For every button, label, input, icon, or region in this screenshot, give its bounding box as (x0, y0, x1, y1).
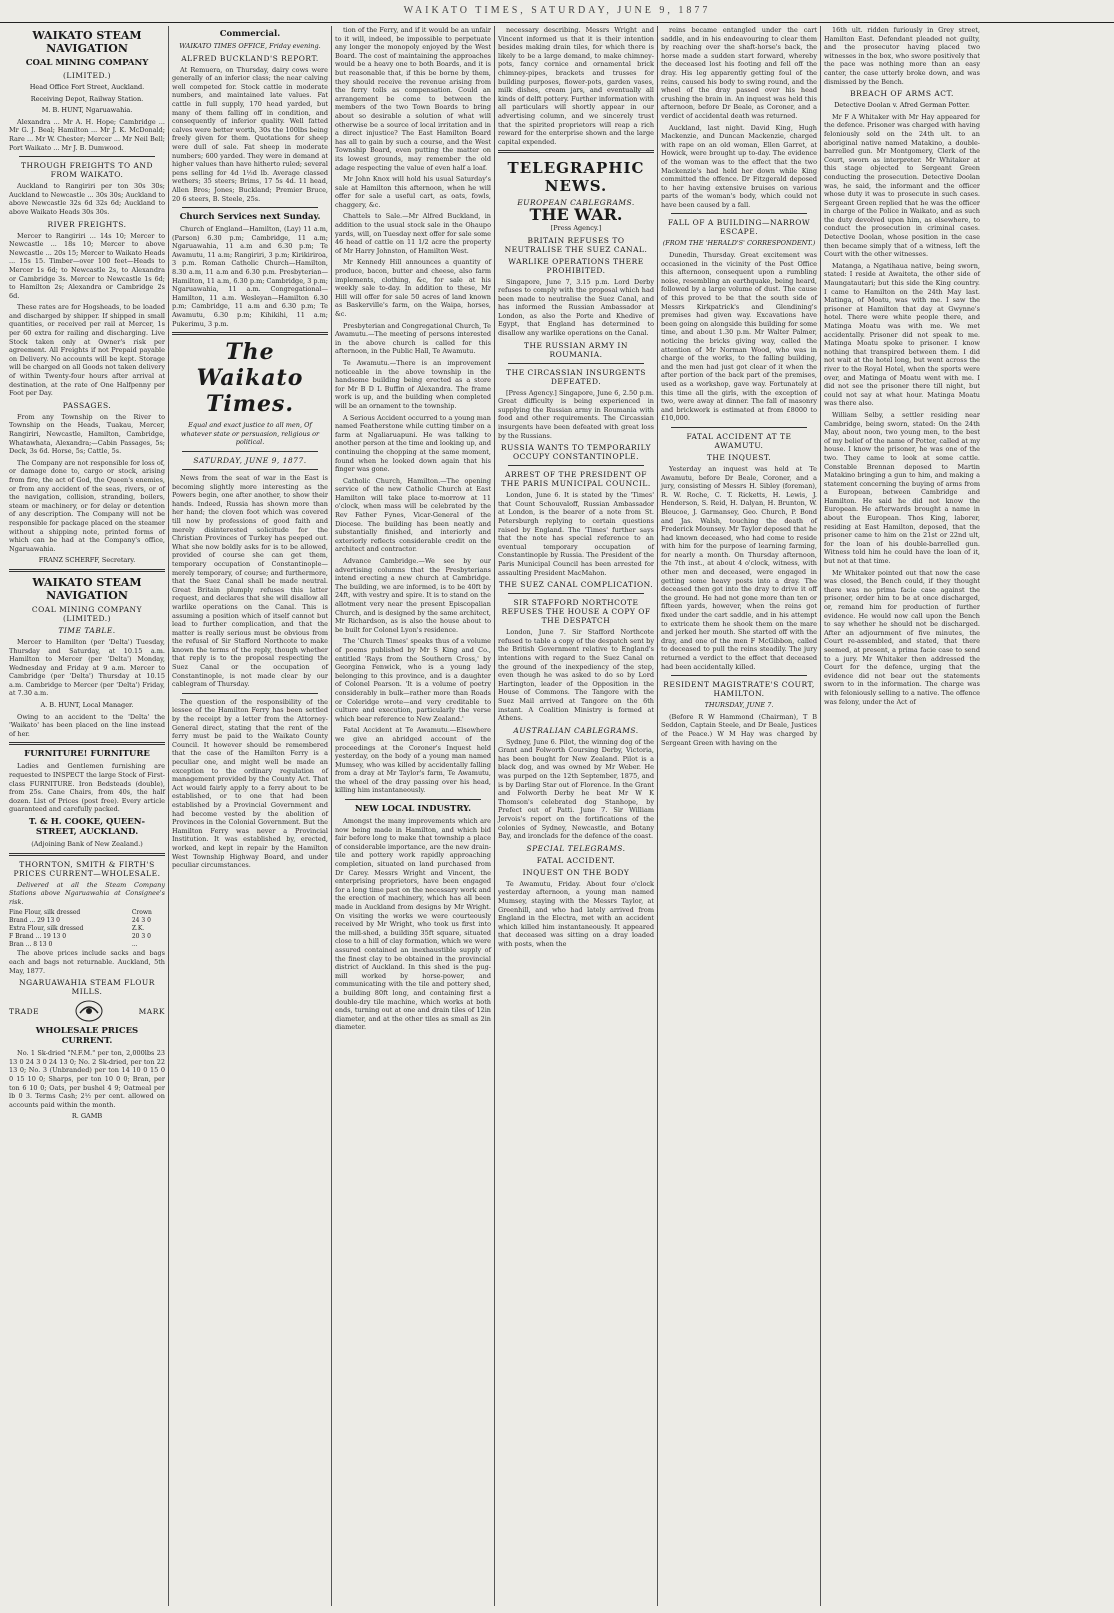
church-heading: Church Services next Sunday. (179, 212, 321, 223)
local-buckland: Chattels to Sale.—Mr Alfred Buckland, in addition to the usual stock sale in the Ohaupo yards, will, on Tuesday next offer for sale some 46 head of cattle on 11 1/2 acre the property of Mr Harry Johnston, of Hamilton West. (335, 212, 491, 255)
newspaper-motto: Equal and exact justice to all men, Of whatever state or persuasion, religious or political. (180, 421, 320, 447)
circassian-text: [Press Agency.] Singapore, June 6, 2.50 p.m. Great difficulty is being experienced in supplying the Russian army in Roumania with food and other requirements. The Circassian insurgents have been defeated with great loss by the Russians. (498, 388, 654, 440)
court-cont: 16th ult. ridden furiously in Grey street, Hamilton East. Defendant pleaded not guilty, and the prosecutor having placed two witnesses in the box, who swore positively that the pace was nothing more than an easy canter, the case utterly broke down, and was dismissed by the Bench. (824, 26, 980, 86)
fatal-accident-heading: FATAL ACCIDENT. (536, 855, 616, 865)
ad-limited: (LIMITED.) (62, 71, 112, 80)
ad-cooke: T. & H. COOKE, QUEEN-STREET, AUCKLAND. (28, 817, 146, 837)
circassian-heading: THE CIRCASSIAN INSURGENTS DEFEATED. (506, 367, 646, 386)
ad-delta-notice: Owing to an accident to the 'Delta' the 'Waikato' has been placed on the line instead of her. (9, 712, 165, 738)
ad-river-rates: Mercer to Rangiriri ... 14s 10; Mercer to Newcastle ... 18s 10; Mercer to above Newcastle ... 20s 15; Mercer to Waikato Heads ... 15s 15. Timber—over 100 feet—Heads to Mercer 1s 6d; to Newcastle 2s, to Alexandra or Cambridge 3s. Mercer to Newcastle 1s 6d; to Hamilton 2s; Alexandra or Cambridge 2s 6d. (9, 231, 165, 300)
ad-flour-table: Fine Flour, silk dressed Crown Brand ... 29 13 0 24 3 0 Extra Flour, silk dressed Z.K. F Brand ... 19 13 0 20 3 0 Bran ... 8 13 0 ... (9, 909, 152, 949)
ad-heading-coal-mining: COAL MINING COMPANY (25, 58, 149, 68)
court-ending: Mr Whitaker pointed out that now the case was closed, the Bench could, if they thought there was no prima facie case against the prisoner, order him to be at once discharged, or, remand him for production of further evidence. He would now call upon the Bench to say whether he should not be discharged. After an adjournment of five minutes, the Court re-assembled, and stated, that there seemed, at present, a prima facie case to send to a jury. Mr Whitaker then addressed the Court for the defence, urging that the evidence did not bear out the statements sworn to in the information. The charge was with feloniously selling to a native. The offence was felony, under the Act of (824, 568, 980, 706)
commercial-heading: Commercial. (219, 29, 281, 39)
australian-text: Sydney, June 6. Pilot, the winning dog of the Grant and Folworth Coursing Derby, Victoria, has been bought for New Zealand. Pilot is a black dog, and was owned by Mr Weber. He was purped on the 12th September, 1875, and is by Darling Star out of Florence. In the Grant and Folworth Derby he beat Mr W K Thomson's celebrated dog Stanhope, by Prefect out of Patti. June 7. Sir William Jervois's report on the fortifications of the colonies of Sydney, Newcastle, and Botany Bay, and ironclads for the defence of the coast. (498, 737, 654, 841)
special-telegrams: SPECIAL TELEGRAMS. (526, 843, 626, 853)
column-commercial (169, 26, 332, 1606)
arrest-text: London, June 6. It is stated by the 'Times' that Count Schouvaloff, Russian Ambassador at London, is the bearer of a note from St. Petersburgh replying to certain questions raised by England. The 'Times' further says that the note has special reference to an eventual temporary occupation of Constantinople by Russia. The President of the Paris Municipal Council has been arrested for assaulting President MacMahon. (498, 491, 654, 577)
ad-timetable-text: Mercer to Hamilton (per 'Delta') Tuesday, Thursday and Saturday, at 10.15 a.m. Hamilton to Mercer (per 'Delta') Monday, Wednesday and Friday at 9 a.m. Mercer to Cambridge (per 'Delta') Thursday at 10.15 a.m. Cambridge to Mercer (per 'Delta') Friday, at 7.30 a.m. (9, 637, 165, 698)
ad-head-office: Head Office Fort Street, Auckland. (29, 83, 145, 91)
resident-magistrate-heading: RESIDENT MAGISTRATE'S COURT, HAMILTON. (663, 680, 815, 699)
issue-date: SATURDAY, JUNE 9, 1877. (193, 456, 307, 465)
britain-refuses-heading: BRITAIN REFUSES TO NEUTRALISE THE SUEZ CANAL. (504, 235, 648, 254)
column-local (332, 26, 495, 1606)
inquest-on-body-heading: INQUEST ON THE BODY (522, 867, 630, 877)
te-inquest-text: Yesterday an inquest was held at Te Awamutu, before Dr Beale, Coroner, and a jury, consisting of Messrs H. Sibley (foreman), R. W. Roche, C. T. Ricketts, H. Lewis, J. Henderson, S. Reid, H. Dalyan, H. Brunton, W. Bleucoe, J. Garmansey, Geo. Church, P. Bond and Jas. Walsh, touching the death of Frederick Mounsey. Mr Taylor deposed that he had known deceased, who had come to reside with him for the purpose of learning farming, for nearly a month. On Thursday afternoon, the 7th inst., at about 4 o'clock, witness, with other men and deceased, were engaged in getting some heavy posts into a dray. The deceased then got into the dray to drive it off the ground. He had not gone more than ten or fifteen yards, however, when the reins got fixed under the cart saddle, and in his attempt to extricate them he shook them on the mare and jerked her mouth. She started off with the dray, and one of the men F McGibbon, called to deceased to pull the reins steadily. The jury returned a verdict to the effect that deceased had been accidentally killed. (661, 464, 817, 671)
new-industry-text: Amongst the many improvements which are now being made in Hamilton, and which bid fair before long to make that township a place of considerable importance, are the new drain-tile and pottery work rapidly approaching completion, situated on land purchased from Dr Carey. Messrs Wright and Vincent, the enterprising proprietors, have been engaged for a long time past on the necessary work and the erection of machinery, which has all been made in Auckland from designs by Mr Wright. On visiting the works we were courteously received by Mr Wright, who took us first into the mill-shed, a building 35ft square, situated close to a hill of clay formation, which we were assured contained an inexhaustible supply of the finest clay to be obtained in the provincial district of Auckland. In this shed is the pug-mill worked by horse-power, and communicating with the tile and pottery shed, a building 80ft long, and containing first a double-dry tile machine, which works at both ends, turning out at one and drain tiles of 12in diameter, and at the other tiles as small as 2in diameter. (335, 817, 491, 1032)
inquest-body-text: Te Awamutu, Friday. About four o'clock yesterday afternoon, a young man named Mumsey, staying with the Messrs Taylor, at Greenhill, and who had lately arrived from England in the Electra, met with an accident which killed him instantaneously. It appeared that deceased was sitting on a dray loaded with posts, when the (498, 879, 654, 948)
ad-mark-label: MARK (138, 1006, 165, 1016)
ad-furniture-text: Ladies and Gentlemen furnishing are requested to INSPECT the large Stock of First-class FURNITURE. Iron Bedsteads (double), from 25s. Cane Chairs, from 40s, the half dozen. List of Prices (post free). Every article guaranteed and carefully packed. (9, 762, 165, 814)
ad-furniture: FURNITURE! FURNITURE (24, 749, 150, 760)
fall-heading: FALL OF A BUILDING—NARROW ESCAPE. (667, 218, 811, 237)
warlike-heading: WARLIKE OPERATIONS THERE PROHIBITED. (508, 256, 644, 275)
newspaper-title: The Waikato Times. (196, 339, 304, 418)
column-court-2 (821, 26, 983, 1606)
ad-agent: M. B. HUNT, Ngaruawahia. (41, 106, 133, 115)
court-text: (Before R W Hammond (Chairman), T B Seddon, Captain Steele, and Dr Beale, Justices of the Peace.) W M Hay was charged by Sergeant Green with having on the (661, 712, 817, 747)
local-awamutu: Te Awamutu.—There is an improvement noticeable in the above township in the handsome building being erected as a store for Mr B D L Buffin of Alexandra. The frame work is up, and the building when completed will be an ornament to the township. (335, 358, 491, 410)
fatal-te-heading: FATAL ACCIDENT AT TE AWAMUTU. (686, 431, 792, 450)
local-fatal-awamutu: Fatal Accident at Te Awamutu.—Elsewhere we give an abridged account of the proceedings at the Coroner's Inquest held yesterday, on the body of a young man named Mumsey, who was killed by accidentally falling from a dray at Mr Taylor's farm, Te Awamutu, the wheel of the dray passing over his head, killing him instantaneously. (335, 726, 491, 795)
commercial-bucklands: ALFRED BUCKLAND'S REPORT. (181, 53, 319, 63)
church-text: Church of England—Hamilton, (Lay) 11 a.m, (Parson) 6.30 p.m; Cambridge, 11 a.m; Ngaruawahia, 11 a.m and 6.30 p.m; Te Awamutu, 11 a.m; Rangiriri, 3 p.m; Kirikiriroa, 3 p.m. Roman Catholic Church—Hamilton, 8.30 a.m, 11 a.m and 6.30 p.m. Presbyterian—Hamilton, 11 a.m, 6.30 p.m; Cambridge, 3 p.m; Ngaruawahia, 11 a.m. Congregational—Hamilton, 11 a.m. Wesleyan—Hamilton 6.30 p.m; Cambridge, 11 a.m and 6.30 p.m; Te Awamutu, 6.30 p.m; Kihikihi, 11 a.m; Pukerimu, 3 p.m. (172, 225, 328, 328)
tempo-heading: RUSSIA WANTS TO TEMPORARILY OCCUPY CONSTANTINOPLE. (500, 443, 652, 462)
selby-text: William Selby, a settler residing near Cambridge, being sworn, stated: On the 24th May, about noon, two young men, to the best of my belief of the name of Potter, called at my house. I know the prisoner, he was one of the two. They came to look at some cattle. Constable Brennan deposed to Martin Matakino bringing a gun to him, and making a statement concerning the buying of arms from a European, between Cambridge and Hamilton. He said he did not know the European. He afterwards brought a name in about the European. Thos King, laborer, residing at East Hamilton, deposed, that the prisoner came to him on the 21st or 22nd ult, for the loan of his double-barrelled gun. Witness told him he could have the loan of it, but not at that time. (824, 410, 980, 566)
column-telegraphic (495, 26, 658, 1606)
telegraphic-news-heading: TELEGRAPHIC NEWS. (507, 159, 645, 196)
ad-company-notice: The Company are not responsible for loss of, or damage done to, cargo or stock, arising from fire, the act of God, the Queen's enemies, or from any accident of the seas, rivers, or of the navigation, collision, stranding, boilers, steam or machinery, or for delay or detention of any description. The Company will not be responsible for package placed on the steamer without a shipping note, printed forms of which can be had at the Company's office, Ngaruawahia. (9, 458, 165, 553)
ad-gamb: R. GAMB (71, 1112, 103, 1121)
ad-freight-notes: These rates are for Hogsheads, to be loaded and discharged by shipper. If shipped in small quantities, or received per rail at Mercer, 1s per 60 extra for railing and discharging. Live Stock taken only at Owner's risk per agreement. All Freights if not Prepaid payable on Delivery. No accounts will be kept. Storage will be charged on all Goods not taken delivery of within Twenty-four hours after arrival at destination, at the rate of One Halfpenny per Foot per Day. (9, 303, 165, 398)
northcote-text: London, June 7. Sir Stafford Northcote refused to table a copy of the despatch sent by the British Government relative to England's intentions with regard to the Suez Canal on the ground of the inexpediency of the step, even though he was asked to do so by Lord Hartington, leader of the Opposition in the House of Commons. The Tangore with the Suez Mail arrived at Tangore on the 6th instant. A Coalition Ministry is formed at Athens. (498, 628, 654, 723)
local-knox: Mr John Knox will hold his usual Saturday's sale at Hamilton this afternoon, when he will offer for sale a useful cart, as oats, fowls, chaggery, &c. (335, 175, 491, 209)
arrest-heading: ARREST OF THE PRESIDENT OF THE PARIS MUNICIPAL COUNCIL. (501, 470, 651, 489)
breach-text: Mr F A Whitaker with Mr Hay appeared for the defence. Prisoner was charged with having feloniously sold on the 24th ult. to an aboriginal native named Matakino, a double-barrelled gun. Mr Montgomery, Clerk of the Court, sworn as interpreter. Mr Whitaker at this stage objected to Sergeant Green conducting the prosecution. Detective Doolan was, he said, the informant and the officer whose duty it was to prosecute in such cases. Sergeant Green replied that he was the officer in charge of the Police in Waikato, and as such the duty devolved upon him, as elsewhere, to conduct the prosecution in criminal cases. Detective Doolan, whose position in the case then became simply that of a witness, left the Court with the other witnesses. (824, 112, 980, 259)
suez-heading: THE SUEZ CANAL COMPLICATION. (498, 580, 654, 590)
fall-text: Dunedin, Thursday. Great excitement was occasioned in the vicinity of the Post Office this afternoon, consequent upon a rumbling noise, resembling an earthquake, being heard, followed by a large volume of dust. The cause of this proved to be that the south side of Messrs Kirkpatrick's and Glendining's premises had given way. Excavations have been going on alongside this building for some time, and about 1.30 p.m. Mr Walter Palmer, noticing the bricks giving way, called the attention of Mr Norman Wood, who was in charge of the works, to the falling building, and the men had just got clear of it when the after portion of the back part of the premises, used as a workshop, gave way. Fortunately at this time all the girls, with the exception of two, were away at dinner. The fall of masonry and brickwork is estimated at from £8000 to £10,000. (661, 251, 817, 423)
ad-passages: PASSAGES. (62, 400, 112, 410)
local-cambridge: Advance Cambridge.—We see by our advertising columns that the Presbyterians intend erecting a new church at Cambridge. The building, we are informed, is to be 40ft by 24ft, with vestry and spire. It is to stand on the allotment very near the present Episcopalian Church, and is designed by the same architect, Mr Richardson, as is also the house about to be built for Colonel Lyon's residence. (335, 557, 491, 634)
new-industry-heading: NEW LOCAL INDUSTRY. (354, 804, 472, 815)
singapore-text: Singapore, June 7, 3.15 p.m. Lord Derby refuses to comply with the proposal which had been made to neutralise the Suez Canal, and has informed the Russian Ambassador at London, as also the Porte and Khedive of Egypt, that England has determined to disallow any warlike operations on the Canal. (498, 277, 654, 338)
the-war-heading: THE WAR. (529, 205, 623, 225)
editorial-text-2: The question of the responsibility of the lessee of the Hamilton Ferry has been settled by the receipt by a letter from the Attorney-General direct, stating that the rent of the ferry must be paid to the Waikato County Council. It however should be remembered that the case of the Hamilton Ferry is a peculiar one, and might well be made an exception to the ordinary regulation of management provided by the County Act. That Act would fairly apply to a ferry about to be established, or to one that had been established by a Provincial Government and had become vested by the abolition of Provinces in the Colonial Government. But the Hamilton Ferry was never a Provincial Institution. It was established by, erected, worked, and kept in repair by the Hamilton West Township Highway Board, and under peculiar circumstances. (172, 697, 328, 870)
thursday-date: THURSDAY, JUNE 7. (704, 701, 774, 710)
industry-cont: necessary describing. Messrs Wright and Vincent informed us that it is their intention besides making drain tiles, for which there is likely to be a large demand, to make chimney-pots, fancy cornice and ornamental brick chimney-pipes, brackets and trusses for building purposes, flower-pots, garden vases, milk dishes, cream jars, and eventually all kinds of delft pottery. Further information with all particulars will shortly appear in our advertising column, and we sincerely trust that the spirited proprietors will reap a rich reward for the enterprise shown and the large capital expended. (498, 26, 654, 146)
matanga-text: Matanga, a Ngatihaua native, being sworn, stated: I reside at Awaiteta, the other side of Maungatautari; but this side the King country. I came to Hamilton on the 24th May last. Matinga, of Moatu, was with me. I saw the prisoner at Hamilton that day at Gwynne's hotel. There were white people there, and Matinga Moatu was with me. We met accidentally. Prisoner did not speak to me. Matinga Moatu spoke to prisoner. I know nothing that transpired between them. I did not wait at the hotel long, but went across the river to the Royal Hotel, when the sports were over, and Matinga of Moatu went with me. I did not see the prisoner there till night, but could not say at what hour. Matinga Moatu was there also. (824, 261, 980, 408)
ad-passages-text: From any Township on the River to Township on the Heads, Tuakau, Mercer, Rangiriri, Newcastle, Hamilton, Cambridge, Whatawhata, Alexandra;—Cabin Passages, 5s; Deck, 3s 6d. Horse, 5s; Cattle, 5s. (9, 412, 165, 456)
breach-heading: BREACH OF ARMS ACT. (850, 89, 954, 99)
ad-trade-label: TRADE (9, 1006, 40, 1016)
ad-freight-rates: Auckland to Rangiriri per ton 30s 30s; Auckland to Newcastle ... 30s 30s; Auckland to above Newcastle 32s 6d 32s 6d; Auckland to above Waikato Heads 30s 30s. (9, 182, 165, 216)
column-advertisements (6, 26, 169, 1606)
ad-wholesale-text: No. 1 Sk-dried "N.F.M." per ton, 2,000lbs 23 13 0 24 3 0 24 13 0; No. 2 Sk-dried, per ton 22 13 0; No. 3 (Unbranded) per ton 14 10 0 15 0 0 15 10 0; Sharps, per ton 10 0 0; Bran, per ton 6 10 0; Oats, per bushel 4 9; Oatmeal per lb 0 3. Terms Cash; 2½ per cent. allowed on accounts paid within the month. (9, 1049, 165, 1109)
local-times-review: The 'Church Times' speaks thus of a volume of poems published by Mr S King and Co., entitled 'Rays from the Southern Cross,' by Georgina Fenwick, who is a young lady belonging to this province, and is a daughter of Colonel Pearson. 'It is a volume of poetry considerably in bulk—rather more than Roads or Coleridge wrote—and very creditable to culture and execution, particularly the verse which bear reference to New Zealand.' (335, 637, 491, 723)
russian-army-heading: THE RUSSIAN ARMY IN ROUMANIA. (524, 340, 628, 359)
local-ferry-text: tion of the Ferry, and if it would be an unfair to it will, indeed, be impossible to perpetuate any longer the monopoly enjoyed by the West Board. The cost of maintaining the approaches would be a heavy one to both Boards, and it is but reasonable that, if this be borne by them, they should receive the revenue arising from the ferry tolls as compensation. Could an arrangement be come to between the members of the two Town Boards to bring about so desirable a solution of what will otherwise be a source of local irritation and in a direct injustice? The East Hamilton Board has all to gain by such a course, and the West Township Board, even putting the matter on its lowest grounds, may remember the old adage respecting the value of even half a loaf. (335, 26, 491, 172)
ad-thornton: THORNTON, SMITH & FIRTH'S PRICES CURRENT—WHOLESALE. (13, 859, 161, 878)
running-head: WAIKATO TIMES, SATURDAY, JUNE 9, 1877 (0, 0, 1114, 23)
doolan-heading: Detective Doolan v. Afred German Potter. (834, 101, 970, 110)
ad-thornton-note: The above prices include sacks and bags each and bags not returnable. Auckland, 5th May, 1877. (9, 949, 165, 975)
trade-mark-emblem-icon (74, 999, 104, 1023)
ad-agents-list: Alexandra ... Mr A. H. Hope; Cambridge ... Mr G. J. Beal; Hamilton ... Mr J. K. McDonald; Rare ... Mr W. Chester; Mercer ... Mr Neil Bell; Port Waikato ... Mr J. B. Dumwood. (9, 117, 165, 152)
the-inquest-heading: THE INQUEST. (706, 452, 772, 462)
column-court (658, 26, 821, 1606)
ad-river-freights: RIVER FREIGHTS. (47, 219, 127, 229)
european-cablegrams: EUROPEAN CABLEGRAMS. (517, 198, 635, 208)
ad-secretary: FRANZ SCHERFF, Secretary. (38, 556, 136, 565)
herald-correspondent: (FROM THE 'HERALD'S' CORRESPONDENT.) (662, 239, 816, 248)
ad-heading-coal-mining-2: COAL MINING COMPANY (LIMITED.) (31, 604, 143, 623)
commercial-report-text: At Remuera, on Thursday, dairy cows were generally of an inferior class; the near calving well competed for. Stock cattle in moderate numbers, and maintained late values. Fat cattle in full supply, 170 head yarded, but many of them falling off in condition, and consequently of inferior quality. Well fatted calves were better worth, 30s the 100lbs being freely given for them. Quotations for sheep were dull of sale. Fat sheep in moderate numbers; 600 yarded. They were in demand at higher values than have hitherto ruled; several pens selling for 4d 1½d lb. Average classed wethers; 35 steers; Brims, 17 5s 4d. 11 head, Allen Bros; Jones; Buckland; Premier Bruce, 20 6 steers, B. Steele, 25s. (172, 65, 328, 203)
northcote-heading: SIR STAFFORD NORTHCOTE REFUSES THE HOUSE A COPY OF THE DESPATCH (501, 598, 651, 626)
editorial-text-1: News from the seat of war in the East is becoming slightly more interesting as the Powers begin, one after another, to show their hands. Indeed, Russia has shown more than her hand; the cloven foot which was covered till now by professions of good faith and merely disinterested solicitude for the Christian Provinces of Turkey has peeped out. What she now boldly asks for is to be allowed, provided of course she can get them, temporary occupation of Constantinople—merely temporary, of course; and furthermore, that the Suez Canal shall be made neutral. Great Britain plumply refuses this latter request, and declares that she will disallow all warlike operations on the Canal. This is assuming a position which of itself cannot but lead to further complication, and that the matter is really serious must be obvious from the refusal of Sir Stafford Northcote to make known the terms of the reply, though whether that reply is to the proposal respecting the Suez Canal or the occupation of Constantinople, is not made clear by our cablegram of Thursday. (172, 474, 328, 689)
columns (6, 26, 1108, 1606)
ad-wholesale: WHOLESALE PRICES CURRENT. (35, 1026, 139, 1047)
ad-through-freights: THROUGH FREIGHTS TO AND FROM WAIKATO. (21, 161, 153, 180)
local-presbyterian: Presbyterian and Congregational Church, Te Awamutu.—The meeting of persons interested in the above church is called for this afternoon, in the Public Hall, Te Awamutu. (335, 321, 491, 356)
press-agency: [Press Agency.] (550, 223, 602, 232)
local-kennedy: Mr Kennedy Hill announces a quantity of produce, bacon, butter and cheese, also farm implements, clothing, &c, for sale at his weekly sale to-day. In addition to these, Mr Hill will offer for sale 50 acres of land known as Baskerville's farm, on the Waipa, horses, &c. (335, 258, 491, 318)
local-accident: A Serious Accident occurred to a young man named Featherstone while cutting timber on a farm at Ngaliaruapuni. He was talking to another person at the time and looking up, and continuing the chopping at the same moment, found when he looked down again that his finger was gone. (335, 413, 491, 474)
commercial-office: WAIKATO TIMES OFFICE, Friday evening. (179, 42, 321, 50)
ad-thornton-text: Delivered at all the Steam Company Stations above Ngaruawahia at Consignee's risk. (9, 880, 165, 906)
ad-depot: Receiving Depot, Railway Station. (30, 94, 144, 103)
ad-trade-mark (9, 999, 165, 1023)
australian-heading: AUSTRALIAN CABLEGRAMS. (513, 725, 639, 735)
local-catholic: Catholic Church, Hamilton.—The opening service of the new Catholic Church at East Hamilton will take place to-morrow at 11 o'clock, when mass will be celebrated by the Rev Father Fynes, Vicar-General of the Diocese. The building has been neatly and substantially finished, and interiorly and exteriorly reflects considerable credit on the architect and contractor. (335, 476, 491, 554)
ad-flour-mills: NGARUAWAHIA STEAM FLOUR MILLS. (19, 978, 155, 997)
inquest-cont: reins became entangled under the cart saddle, and in his endeavouring to clear them by reaching over the shaft-horse's back, the horse made a sudden start forward, whereby the deceased lost his footing and fell off the dray. His leg apparently getting foul of the reins, caused his body to swing round, and the wheel of the dray passed over his head crushing the brain in. An inquest was held this afternoon, before Dr Beale, as Coroner, and a verdict of accidental death was returned. (661, 26, 817, 120)
ad-heading-steam-navigation: WAIKATO STEAM NAVIGATION (32, 29, 142, 55)
ad-cooke-bank: (Adjoining Bank of New Zealand.) (31, 840, 143, 848)
ad-time-table: TIME TABLE. (58, 625, 116, 635)
ad-heading-steam-navigation-2: WAIKATO STEAM NAVIGATION (32, 575, 142, 602)
ad-manager: A. B. HUNT, Local Manager. (40, 701, 134, 710)
dunedin-murder: Auckland, last night. David King, Hugh Mackenzie, and Duncan Mackenzie, charged with rape on an old woman, Ellen Garret, at Howick, were brought up to-day. The evidence of the woman was to the effect that the two Mackenzie's had held her down while King committed the offence. Dr Fitzgerald deposed to her having extensive bruises on various parts of the woman's body, which could not have been caused by a fall. (661, 123, 817, 209)
